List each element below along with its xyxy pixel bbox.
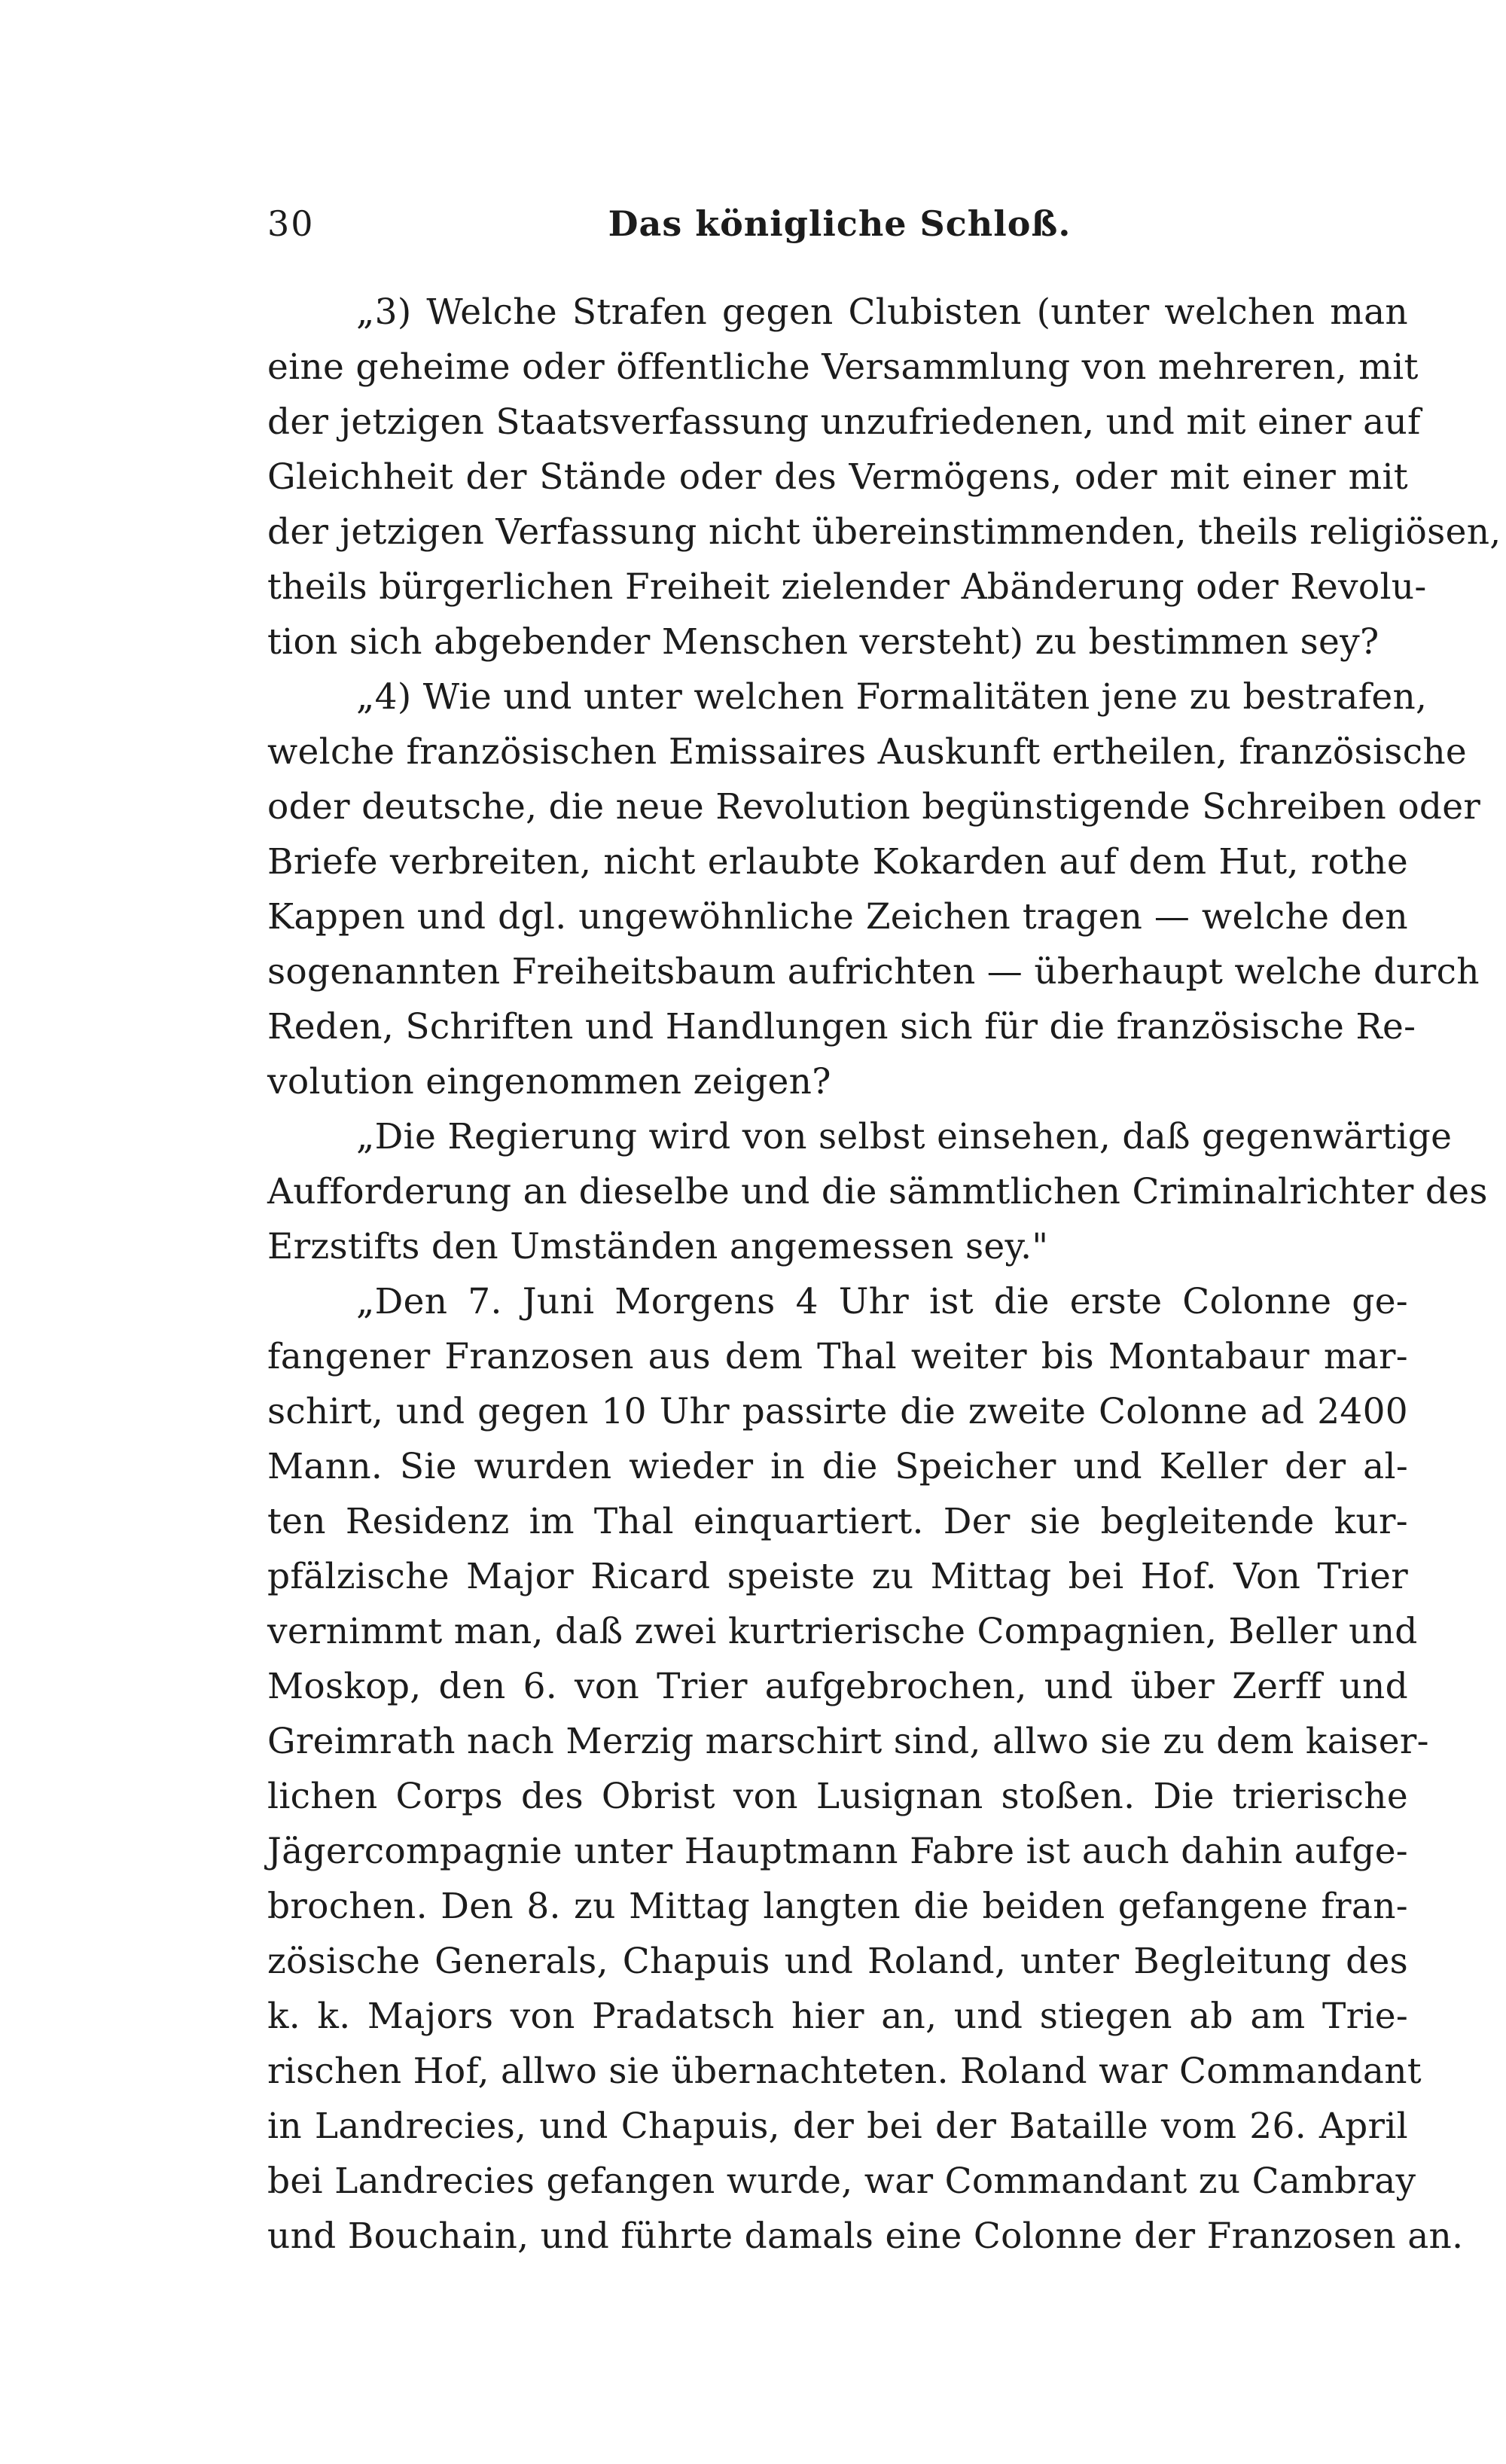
text-line: zösische Generals, Chapuis und Roland, unter Begleitung des [267,1941,1408,1982]
text-line: welche französischen Emissaires Auskunft ertheilen, französische [267,731,1468,773]
text-line: in Landrecies, und Chapuis, der bei der Bataille vom 26. April [267,2106,1408,2147]
text-line: Aufforderung an dieselbe und die sämmtlichen Criminalrichter des [267,1171,1488,1212]
text-line: sogenannten Freiheitsbaum aufrichten — überhaupt welche durch [267,951,1480,993]
text-line: k. k. Majors von Pradatsch hier an, und stiegen ab am Trie- [267,1996,1408,2037]
text-line: Gleichheit der Stände oder des Vermögens, oder mit einer mit [267,456,1408,498]
text-line: „Den 7. Juni Morgens 4 Uhr ist die erste Colonne ge- [356,1281,1408,1322]
text-line: bei Landrecies gefangen wurde, war Commandant zu Cambray [267,2161,1416,2202]
text-line: Moskop, den 6. von Trier aufgebrochen, und über Zerff und [267,1666,1408,1707]
running-head-title: Das königliche Schloß. [608,203,1072,244]
text-line: volution eingenommen zeigen? [267,1061,831,1102]
text-line: Reden, Schriften und Handlungen sich für die französische Re- [267,1006,1416,1048]
text-line: brochen. Den 8. zu Mittag langten die beiden gefangene fran- [267,1886,1408,1927]
text-line: schirt, und gegen 10 Uhr passirte die zweite Colonne ad 2400 [267,1391,1408,1432]
text-line: der jetzigen Verfassung nicht übereinstimmenden, theils religiösen, [267,511,1501,553]
text-line: Erzstifts den Umständen angemessen sey." [267,1226,1049,1267]
text-line: Jägercompagnie unter Hauptmann Fabre ist auch dahin aufge- [267,1831,1408,1872]
text-line: tion sich abgebender Menschen versteht) zu bestimmen sey? [267,621,1379,663]
text-line: theils bürgerlichen Freiheit zielender Abänderung oder Revolu- [267,566,1427,608]
text-line: Greimrath nach Merzig marschirt sind, allwo sie zu dem kaiser- [267,1721,1429,1762]
text-line: „Die Regierung wird von selbst einsehen, daß gegenwärtige [356,1116,1453,1157]
text-line: lichen Corps des Obrist von Lusignan stoßen. Die trierische [267,1776,1408,1817]
text-line: ten Residenz im Thal einquartiert. Der sie begleitende kur- [267,1501,1408,1542]
text-line: oder deutsche, die neue Revolution begünstigende Schreiben oder [267,786,1481,828]
text-line: eine geheime oder öffentliche Versammlung von mehreren, mit [267,346,1419,388]
body-text [267,285,1501,2264]
text-line: vernimmt man, daß zwei kurtrierische Compagnien, Beller und [267,1611,1418,1652]
text-line: „4) Wie und unter welchen Formalitäten jene zu bestrafen, [356,676,1428,718]
running-head [267,203,1412,256]
text-line: der jetzigen Staatsverfassung unzufriedenen, und mit einer auf [267,401,1421,443]
text-line: rischen Hof, allwo sie übernachteten. Roland war Commandant [267,2051,1422,2092]
page-number: 30 [267,203,315,244]
text-line: Briefe verbreiten, nicht erlaubte Kokarden auf dem Hut, rothe [267,841,1408,883]
text-line: Mann. Sie wurden wieder in die Speicher und Keller der al- [267,1446,1408,1487]
text-line: Kappen und dgl. ungewöhnliche Zeichen tragen — welche den [267,896,1408,938]
text-line: pfälzische Major Ricard speiste zu Mittag bei Hof. Von Trier [267,1556,1408,1597]
text-line: fangener Franzosen aus dem Thal weiter bis Montabaur mar- [267,1336,1408,1377]
text-line: und Bouchain, und führte damals eine Colonne der Franzosen an. [267,2215,1464,2257]
text-line: „3) Welche Strafen gegen Clubisten (unter welchen man [356,291,1408,333]
